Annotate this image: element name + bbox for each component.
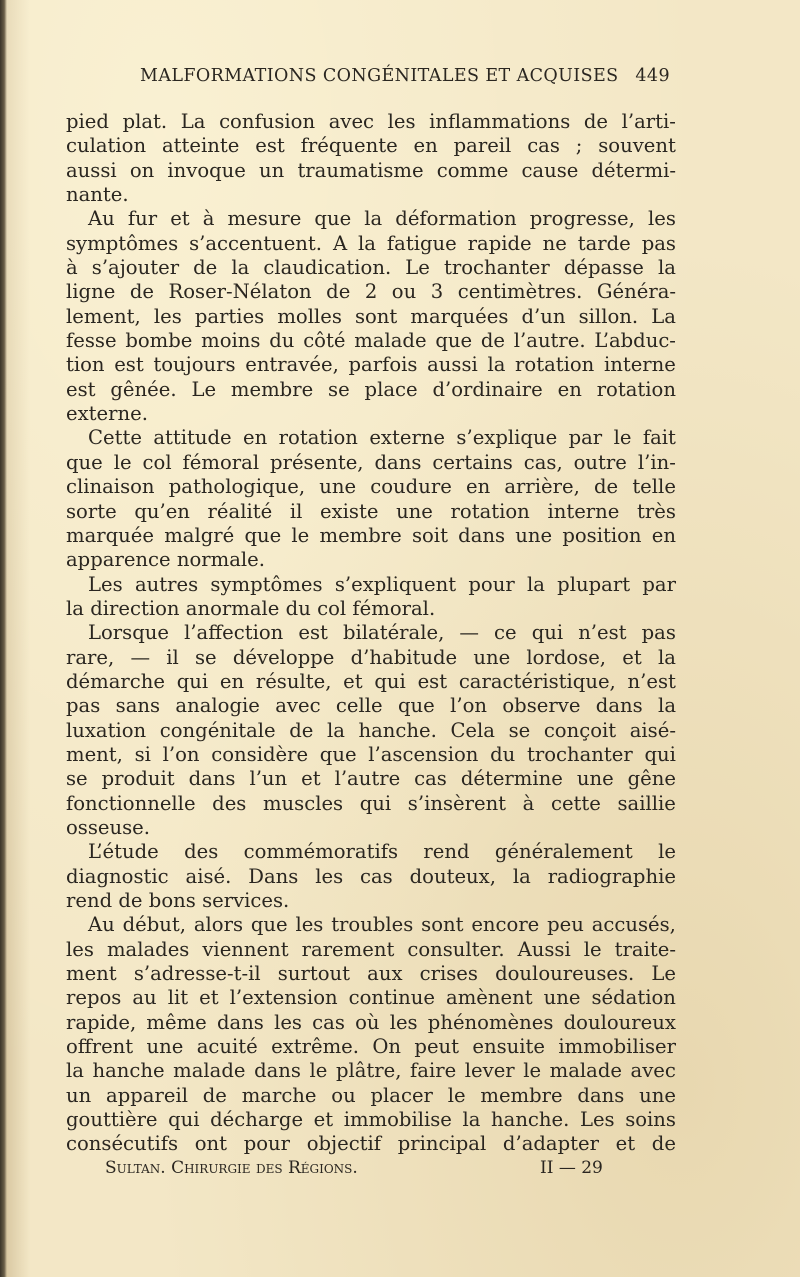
text-line: culation atteinte est fréquente en pareil cas ; souvent [66, 134, 676, 158]
text-line: symptômes s’accentuent. A la fatigue rapide ne tarde pas [66, 231, 676, 255]
book-spine-edge [0, 0, 7, 1277]
text-line: gouttière qui décharge et immobilise la hanche. Les soins [66, 1108, 676, 1132]
page-number: 449 [635, 66, 670, 86]
text-line: les malades viennent rarement consulter. Aussi le traite- [66, 937, 676, 961]
text-line: luxation congénitale de la hanche. Cela se conçoit aisé- [66, 718, 676, 742]
text-line: osseuse. [66, 815, 151, 839]
text-line: pas sans analogie avec celle que l’on observe dans la [66, 694, 676, 718]
running-title: MALFORMATIONS CONGÉNITALES ET ACQUISES [140, 66, 619, 86]
text-line: est gênée. Le membre se place d’ordinaire en rotation [66, 377, 676, 401]
footer-author-work: Sultan. Chirurgie des Régions. [105, 1158, 358, 1178]
text-line: Les autres symptômes s’expliquent pour la plupart par [88, 572, 676, 596]
text-line: externe. [66, 402, 148, 426]
text-line: diagnostic aisé. Dans les cas douteux, la radiographie [66, 864, 676, 888]
text-line: marquée malgré que le membre soit dans une position en [66, 523, 676, 547]
text-line: fesse bombe moins du côté malade que de l’autre. L’abduc- [66, 329, 676, 353]
text-line: Au fur et à mesure que la déformation progresse, les [88, 207, 676, 231]
text-line: rapide, même dans les cas où les phénomènes douloureux [66, 1010, 676, 1034]
text-line: Au début, alors que les troubles sont encore peu accusés, [88, 913, 676, 937]
text-line: la hanche malade dans le plâtre, faire lever le malade avec [66, 1059, 676, 1083]
text-line: démarche qui en résulte, et qui est caractéristique, n’est [66, 669, 676, 693]
text-line: lement, les parties molles sont marquées d’un sillon. La [66, 304, 676, 328]
text-line: ment, si l’on considère que l’ascension du trochanter qui [66, 742, 676, 766]
text-line: sorte qu’en réalité il existe une rotation interne très [66, 499, 676, 523]
text-line: offrent une acuité extrême. On peut ensuite immobiliser [66, 1035, 676, 1059]
text-line: que le col fémoral présente, dans certains cas, outre l’in- [66, 450, 676, 474]
text-line: la direction anormale du col fémoral. [66, 596, 436, 620]
text-line: nante. [66, 183, 129, 207]
footer-signature: II — 29 [540, 1158, 603, 1178]
text-line: Lorsque l’affection est bilatérale, — ce qui n’est pas [88, 621, 676, 645]
text-line: aussi on invoque un traumatisme comme cause détermi- [66, 158, 676, 182]
text-line: rend de bons services. [66, 889, 290, 912]
text-line: fonctionnelle des muscles qui s’insèrent à cette saillie [66, 791, 676, 815]
text-line: se produit dans l’un et l’autre cas détermine une gêne [66, 767, 676, 791]
text-line: L’étude des commémoratifs rend généralement le [88, 840, 676, 864]
text-line: un appareil de marche ou placer le membre dans une [66, 1083, 676, 1107]
text-line: clinaison pathologique, une coudure en arrière, de telle [66, 475, 676, 499]
text-line: pied plat. La confusion avec les inflammations de l’arti- [66, 110, 676, 133]
text-line: ligne de Roser-Nélaton de 2 ou 3 centimètres. Généra- [66, 280, 676, 304]
page-footer [105, 1158, 635, 1186]
text-line: Cette attitude en rotation externe s’explique par le fait [88, 426, 676, 450]
page-header [140, 66, 670, 94]
text-line: consécutifs ont pour objectif principal d’adapter et de [66, 1132, 676, 1156]
body-text [66, 110, 676, 1157]
text-line: tion est toujours entravée, parfois aussi la rotation interne [66, 353, 676, 377]
text-line: à s’ajouter de la claudication. Le trochanter dépasse la [66, 256, 676, 280]
text-line: apparence normale. [66, 548, 266, 572]
text-line: rare, — il se développe d’habitude une lordose, et la [66, 645, 676, 669]
text-line: repos au lit et l’extension continue amènent une sédation [66, 986, 676, 1010]
text-line: ment s’adresse-t-il surtout aux crises douloureuses. Le [66, 962, 676, 986]
